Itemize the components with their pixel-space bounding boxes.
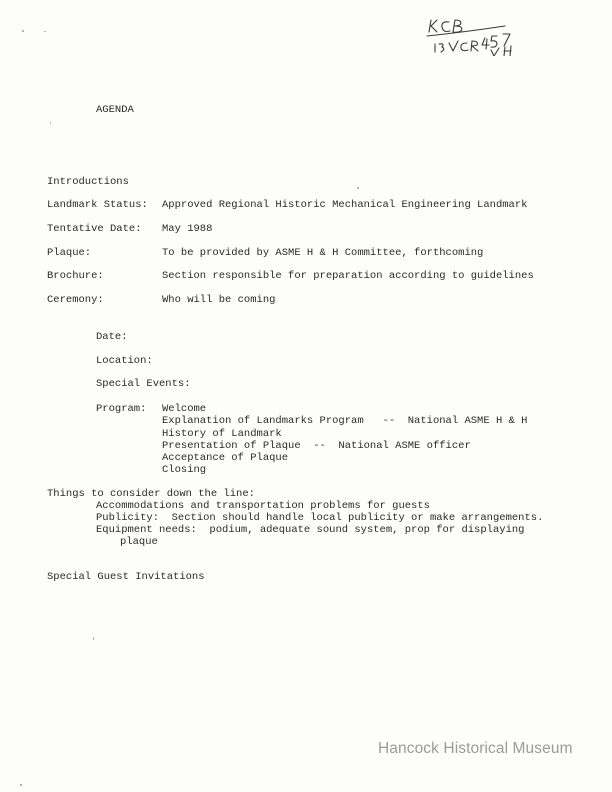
ceremony-value: Who will be coming [162,294,276,306]
special-events-label: Special Events: [96,378,191,390]
landmark-status-value: Approved Regional Historic Mechanical Engineering Landmark [162,199,528,211]
program-item: Acceptance of Plaque [162,452,289,464]
agenda-title: AGENDA [96,104,134,116]
scan-speck [20,784,22,786]
things-to-consider-heading: Things to consider down the line: [47,488,255,500]
consideration-item: Publicity: Section should handle local publicity or make arrangements. [96,512,544,524]
program-item: History of Landmark [162,428,282,440]
consideration-item: Accommodations and transportation problems for guests [96,500,430,512]
scan-speck [44,31,46,32]
ceremony-label: Ceremony: [47,294,104,306]
introductions-heading: Introductions [47,176,129,188]
tentative-date-label: Tentative Date: [47,223,142,235]
location-label: Location: [96,355,153,367]
brochure-value: Section responsible for preparation according to guidelines [162,270,534,282]
handwritten-note [425,14,535,56]
program-item: Presentation of Plaque -- National ASME officer [162,440,471,452]
program-item: Closing [162,464,207,476]
scan-speck [93,637,94,640]
museum-watermark: Hancock Historical Museum [378,740,573,757]
date-label: Date: [96,331,128,343]
plaque-label: Plaque: [47,247,92,259]
program-item: Welcome [162,403,207,415]
scan-speck [357,187,359,189]
landmark-status-label: Landmark Status: [47,199,148,211]
program-label: Program: [96,403,147,415]
consideration-continuation: plaque [120,536,158,548]
program-item: Explanation of Landmarks Program -- National ASME H & H [162,415,528,427]
special-guest-invitations: Special Guest Invitations [47,571,205,583]
brochure-label: Brochure: [47,270,104,282]
tentative-date-value: May 1988 [162,223,213,235]
plaque-value: To be provided by ASME H & H Committee, forthcoming [162,247,484,259]
scan-speck [50,122,51,124]
consideration-item: Equipment needs: podium, adequate sound system, prop for displaying [96,524,525,536]
scan-speck [22,30,24,32]
